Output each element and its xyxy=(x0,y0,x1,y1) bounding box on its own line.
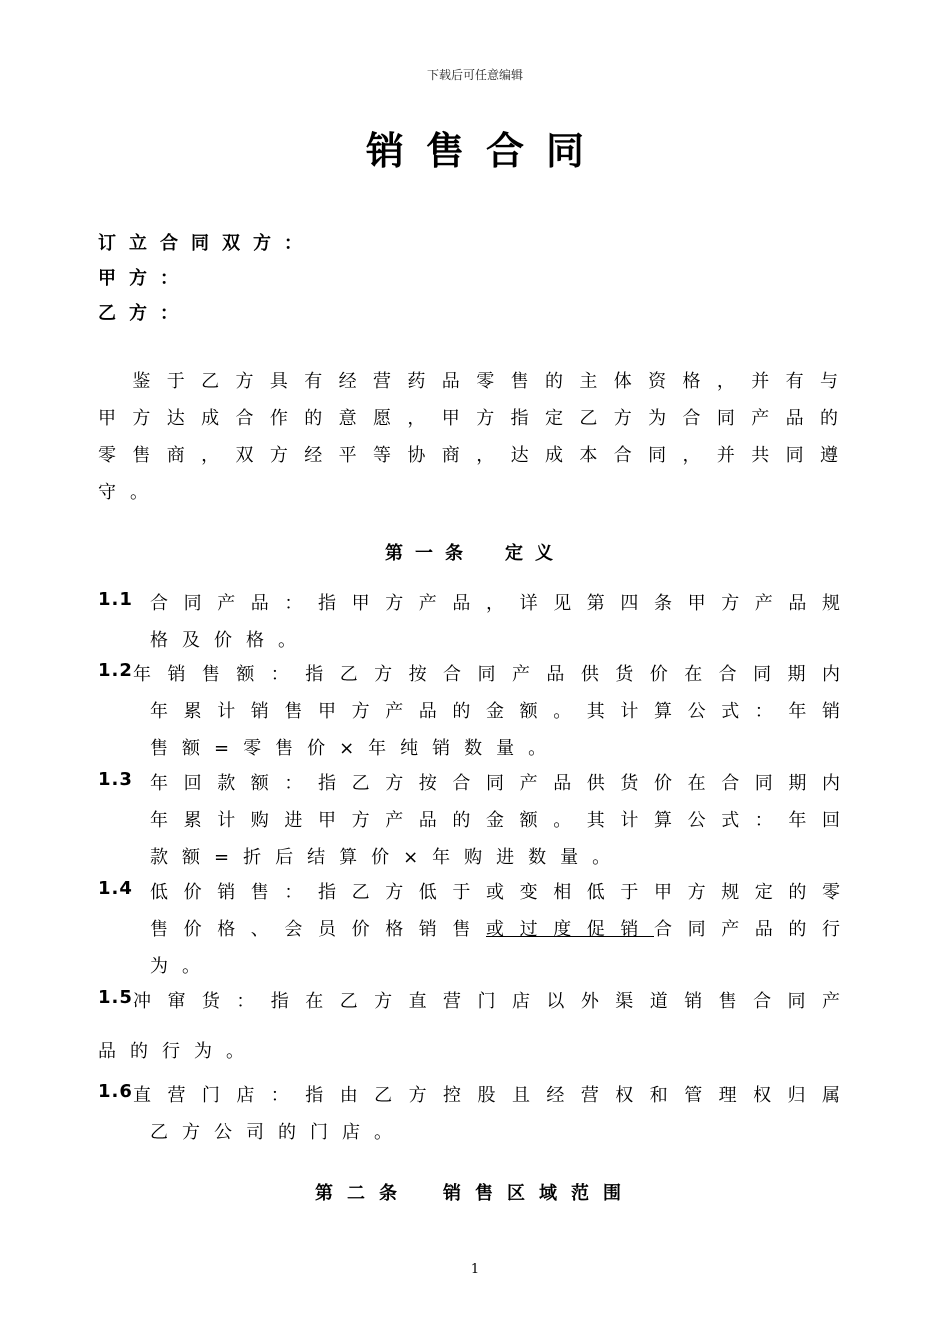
page-number: 1 xyxy=(470,1262,480,1277)
preamble-line: 零售商，双方经平等协商，达成本合同，并共同遵 xyxy=(98,445,840,466)
clause-text: 合同产品的行 xyxy=(654,919,840,940)
clause-line: 年回款额：指乙方按合同产品供货价在合同期内 xyxy=(150,773,840,794)
clause-line: 乙方公司的门店。 xyxy=(150,1122,406,1143)
clause-line: 年销售额：指乙方按合同产品供货价在合同期内 xyxy=(133,664,840,685)
clause-line-with-underline xyxy=(150,915,840,941)
article-1-heading: 第一条 定义 xyxy=(385,543,565,564)
clause-line: 格及价格。 xyxy=(150,630,310,651)
clause-line: 年累计销售甲方产品的金额。其计算公式：年销 xyxy=(150,701,840,722)
party-b-label: 乙方： xyxy=(98,303,191,324)
clause-text: 售价格、会员价格销售 xyxy=(150,919,486,940)
clause-number: 1.4 xyxy=(98,878,133,899)
clause-number: 1.2 xyxy=(98,660,133,681)
clause-number: 1.3 xyxy=(98,769,133,790)
party-a-label: 甲方： xyxy=(98,268,191,289)
clause-line: 款额=折后结算价×年购进数量。 xyxy=(150,847,625,868)
clause-number: 1.6 xyxy=(98,1081,133,1102)
article-2-heading: 第二条 销售区域范围 xyxy=(315,1183,635,1204)
clause-line: 低价销售：指乙方低于或变相低于甲方规定的零 xyxy=(150,882,840,903)
clause-line: 品的行为。 xyxy=(98,1041,258,1062)
clause-line: 为。 xyxy=(150,956,214,977)
preamble-line: 甲方达成合作的意愿，甲方指定乙方为合同产品的 xyxy=(98,408,840,429)
clause-line: 年累计购进甲方产品的金额。其计算公式：年回 xyxy=(150,810,840,831)
clause-line: 售额=零售价×年纯销数量。 xyxy=(150,738,561,759)
clause-line: 合同产品：指甲方产品，详见第四条甲方产品规 xyxy=(150,593,840,614)
clause-line: 冲窜货：指在乙方直营门店以外渠道销售合同产 xyxy=(133,991,840,1012)
clause-number: 1.1 xyxy=(98,589,133,610)
document-title: 销售合同 xyxy=(365,129,606,173)
clause-number: 1.5 xyxy=(98,987,133,1008)
preamble-line: 鉴于乙方具有经营药品零售的主体资格，并有与 xyxy=(98,371,840,392)
underlined-text: 或过度促销 xyxy=(486,919,654,940)
preamble-line: 守。 xyxy=(98,482,162,503)
header-note: 下载后可任意编辑 xyxy=(426,68,523,82)
parties-intro: 订立合同双方： xyxy=(98,233,315,254)
clause-line: 直营门店：指由乙方控股且经营权和管理权归属 xyxy=(133,1085,840,1106)
